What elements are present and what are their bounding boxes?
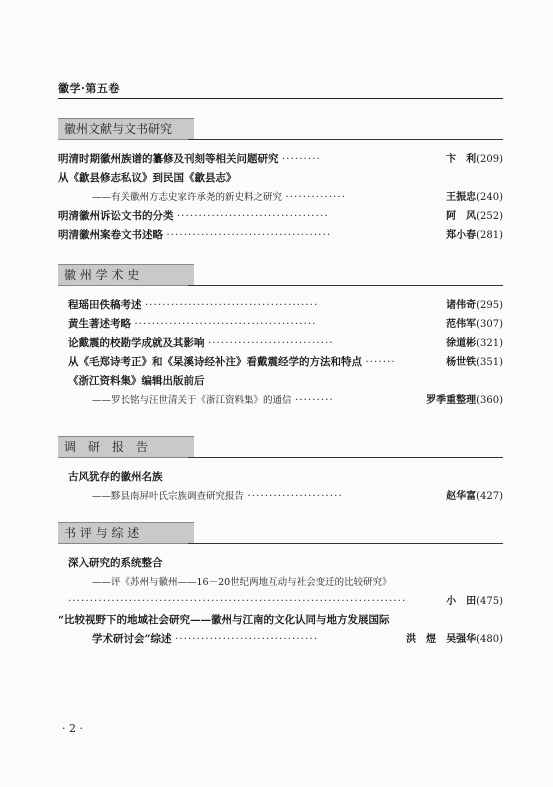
entry-page: (360) [476, 395, 503, 406]
entry-page: (427) [476, 491, 503, 502]
entry-author: 范伟军 [446, 319, 477, 330]
toc-entry[interactable] [58, 169, 503, 188]
toc-entry[interactable]: 从《毛郑诗考正》和《杲溪诗经补注》看戴震经学的方法和特点 ······· 杨世铁(351) [68, 356, 503, 368]
section-scholarship-history [58, 264, 503, 410]
section-heading: 徽 州 学 术 史 [58, 264, 194, 286]
entry-subtitle: ——黟县南屏叶氏宗族调查研究报告 [92, 491, 245, 502]
toc-entry[interactable] [58, 468, 503, 487]
entry-subtitle: ——评《苏州与徽州——16－20世纪两地互动与社会变迁的比较研究》 [92, 577, 392, 588]
entry-author: 小 田 [446, 596, 477, 607]
section-heading-band [58, 118, 503, 140]
toc-entry[interactable] [58, 611, 503, 630]
toc-entry-subtitle[interactable] [58, 573, 503, 592]
entry-page: (351) [476, 357, 503, 368]
section-heading-band [58, 436, 503, 458]
entry-page: (281) [476, 230, 503, 241]
entry-author: 徐道彬 [446, 338, 477, 349]
header-rule [58, 98, 503, 99]
entry-title: 从《毛郑诗考正》和《杲溪诗经补注》看戴震经学的方法和特点 [68, 356, 362, 368]
entry-page: (480) [476, 634, 503, 645]
section-reviews [58, 522, 503, 649]
entry-page: (295) [476, 300, 503, 311]
toc-entry[interactable]: 明清时期徽州族谱的纂修及刊刻等相关问题研究 ········· 卞 利(209) [58, 153, 503, 165]
section-rule [188, 139, 503, 140]
section-heading-band [58, 522, 503, 544]
entry-author: 诸伟奇 [446, 300, 477, 311]
entry-author: 赵华富 [446, 491, 477, 502]
entry-title: 程瑶田佚稿考述 [68, 299, 142, 311]
section-rule [188, 285, 503, 286]
entry-title: 《浙江资料集》编辑出版前后 [68, 375, 205, 387]
entry-author: 卞 利 [446, 154, 477, 165]
section-heading: 调 研 报 告 [58, 436, 194, 458]
entry-author: 阿 风 [446, 211, 477, 222]
section-heading: 徽州文献与文书研究 [58, 118, 194, 140]
page-number: · 2 · [62, 722, 83, 735]
toc-entry-subtitle[interactable]: ——罗长铭与汪世清关于《浙江资料集》的通信 ········· 罗季重整理(360) [92, 394, 503, 406]
entry-title: 明清时期徽州族谱的纂修及刊刻等相关问题研究 [58, 153, 279, 165]
toc-entry[interactable]: 程瑶田佚稿考述 ········································ 诸伟奇(295) [68, 299, 503, 311]
toc-entry-continued[interactable]: ·············································································· 小 田(475) [68, 595, 503, 607]
section-field-reports [58, 436, 503, 506]
toc-entry[interactable]: 黄生著述考略 ·········································· 范伟军(307) [68, 318, 503, 330]
entry-title: 从《歙县修志私议》到民国《歙县志》 [58, 172, 237, 184]
section-heading-band [58, 264, 503, 286]
toc-entry[interactable]: 明清徽州案卷文书述略 ······································ 郑小春(281) [58, 229, 503, 241]
entry-page: (475) [476, 596, 503, 607]
entry-title: 学术研讨会”综述 [92, 633, 172, 645]
entry-title: 明清徽州诉讼文书的分类 [58, 210, 174, 222]
entry-page: (307) [476, 319, 503, 330]
toc-entry-subtitle[interactable]: ——有关徽州方志史家许承尧的新史料之研究 ·············· 王振忠(240) [92, 191, 503, 203]
entry-author: 王振忠 [446, 192, 477, 203]
entry-page: (240) [476, 192, 503, 203]
entry-title: 古风犹存的徽州名族 [68, 471, 163, 483]
toc-entry[interactable] [58, 372, 503, 391]
entry-author: 洪 煜 吴强华 [406, 634, 477, 645]
entry-title: 明清徽州案卷文书述略 [58, 229, 163, 241]
toc-entry[interactable]: 明清徽州诉讼文书的分类 ··································· 阿 风(252) [58, 210, 503, 222]
entry-author: 郑小春 [446, 230, 477, 241]
toc-entry[interactable] [58, 554, 503, 573]
entry-author: 罗季重整理 [426, 395, 477, 406]
running-head: 徽学·第五卷 [58, 82, 120, 95]
entry-title: 深入研究的系统整合 [68, 557, 163, 569]
entry-subtitle: ——罗长铭与汪世清关于《浙江资料集》的通信 [92, 395, 292, 406]
entry-title: 论戴震的校勘学成就及其影响 [68, 337, 205, 349]
toc-entry[interactable]: 论戴震的校勘学成就及其影响 ····························· 徐道彬(321) [68, 337, 503, 349]
toc-entry-continued[interactable]: 学术研讨会”综述 ································· 洪 煜 吴强华(480) [92, 633, 503, 645]
entry-title: 黄生著述考略 [68, 318, 131, 330]
entry-title: “比较视野下的地域社会研究——徽州与江南的文化认同与地方发展国际 [58, 614, 390, 626]
entry-author: 杨世铁 [446, 357, 477, 368]
entry-page: (321) [476, 338, 503, 349]
section-heading: 书 评 与 综 述 [58, 522, 194, 544]
section-rule [188, 457, 503, 458]
entry-page: (209) [476, 154, 503, 165]
section-rule [188, 543, 503, 544]
entry-subtitle: ——有关徽州方志史家许承尧的新史料之研究 [92, 192, 283, 203]
entry-page: (252) [476, 211, 503, 222]
toc-entry-subtitle[interactable]: ——黟县南屏叶氏宗族调查研究报告 ······················ 赵华富(427) [92, 490, 503, 502]
section-documents [58, 118, 503, 245]
